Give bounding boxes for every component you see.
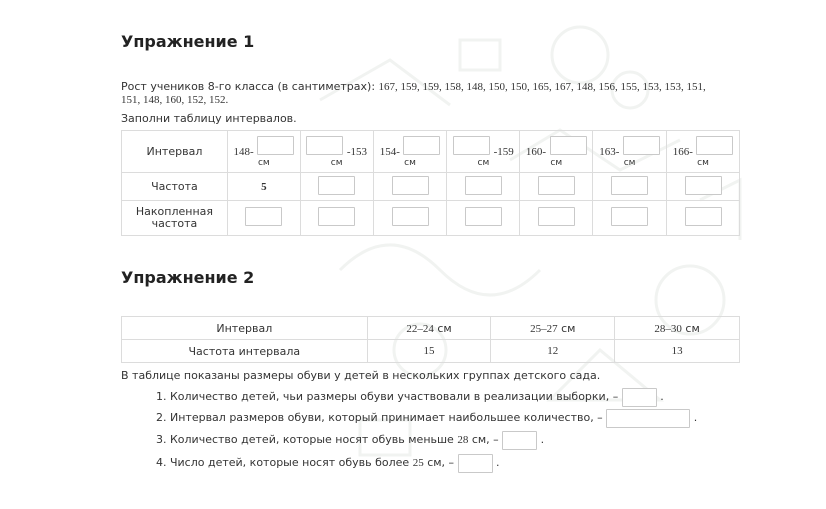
row-label-interval: Интервал (122, 317, 368, 340)
exercise-2-description: В таблице показаны размеры обуви у детей в нескольких группах детского сада. (121, 369, 601, 382)
question-2: 2. Интервал размеров обуви, который принимает наибольшее количество, – . (156, 408, 697, 428)
interval-6-upper-input[interactable] (623, 136, 660, 155)
cumulative-input-6[interactable] (611, 207, 648, 226)
interval-2-lower-input[interactable] (306, 136, 343, 155)
question-3: 3. Количество детей, которые носят обувь меньше 28 см, – . (156, 430, 544, 450)
exercise-1-instruction: Заполни таблицу интервалов. (121, 112, 297, 125)
interval-cell-4: -159 см (447, 131, 520, 173)
shoe-frequency-3: 13 (615, 340, 740, 363)
exercise-1-data-line-1 (121, 81, 706, 93)
interval-5-upper-input[interactable] (550, 136, 587, 155)
interval-cell-1: 148- см (227, 131, 300, 173)
frequency-input-7[interactable] (685, 176, 722, 195)
question-4: 4. Число детей, которые носят обувь более 25 см, – . (156, 453, 500, 473)
interval-cell-7: 166- см (667, 131, 740, 173)
interval-1-upper-input[interactable] (257, 136, 294, 155)
exercise-1-data-line-2: 151, 148, 160, 152, 152. (121, 94, 229, 106)
interval-3-upper-input[interactable] (403, 136, 440, 155)
cumulative-input-3[interactable] (392, 207, 429, 226)
answer-4-input[interactable] (458, 454, 493, 473)
frequency-input-6[interactable] (611, 176, 648, 195)
row-label-cumulative: Накопленная частота (122, 201, 228, 236)
answer-1-input[interactable] (622, 388, 657, 407)
shoe-frequency-2: 12 (491, 340, 615, 363)
answer-3-input[interactable] (502, 431, 537, 450)
shoe-interval-row (122, 317, 740, 340)
frequency-cell-1: 5 (227, 173, 300, 201)
cumulative-input-5[interactable] (538, 207, 575, 226)
interval-7-upper-input[interactable] (696, 136, 733, 155)
interval-table (121, 130, 740, 236)
interval-cell-6: 163- см (593, 131, 667, 173)
answer-2-input[interactable] (606, 409, 690, 428)
cumulative-input-4[interactable] (465, 207, 502, 226)
frequency-input-5[interactable] (538, 176, 575, 195)
interval-4-lower-input[interactable] (453, 136, 490, 155)
row-label-frequency: Частота (122, 173, 228, 201)
question-1: 1. Количество детей, чьи размеры обуви участвовали в реализации выборки, – . (156, 387, 664, 407)
exercise-1-title: Упражнение 1 (121, 32, 255, 51)
data-label: Рост учеников 8-го класса (в сантиметрах): (121, 80, 376, 93)
shoe-size-table (121, 316, 740, 363)
cumulative-row (122, 201, 740, 236)
frequency-row (122, 173, 740, 201)
interval-cell-3: 154- см (373, 131, 447, 173)
frequency-input-3[interactable] (392, 176, 429, 195)
frequency-input-2[interactable] (318, 176, 355, 195)
row-label-frequency: Частота интервала (122, 340, 368, 363)
cumulative-input-1[interactable] (245, 207, 282, 226)
interval-cell-2: -153 см (300, 131, 373, 173)
cumulative-input-7[interactable] (685, 207, 722, 226)
shoe-interval-1: 22–24 см (367, 317, 491, 340)
shoe-interval-3: 28–30 см (615, 317, 740, 340)
shoe-interval-2: 25–27 см (491, 317, 615, 340)
interval-row (122, 131, 740, 173)
exercise-2-title: Упражнение 2 (121, 268, 255, 287)
row-label-interval: Интервал (122, 131, 228, 173)
interval-cell-5: 160- см (520, 131, 593, 173)
frequency-input-4[interactable] (465, 176, 502, 195)
cumulative-input-2[interactable] (318, 207, 355, 226)
shoe-frequency-1: 15 (367, 340, 491, 363)
data-values: 167, 159, 159, 158, 148, 150, 150, 165, 167, 148, 156, 155, 153, 153, 151, (378, 81, 706, 93)
shoe-frequency-row (122, 340, 740, 363)
